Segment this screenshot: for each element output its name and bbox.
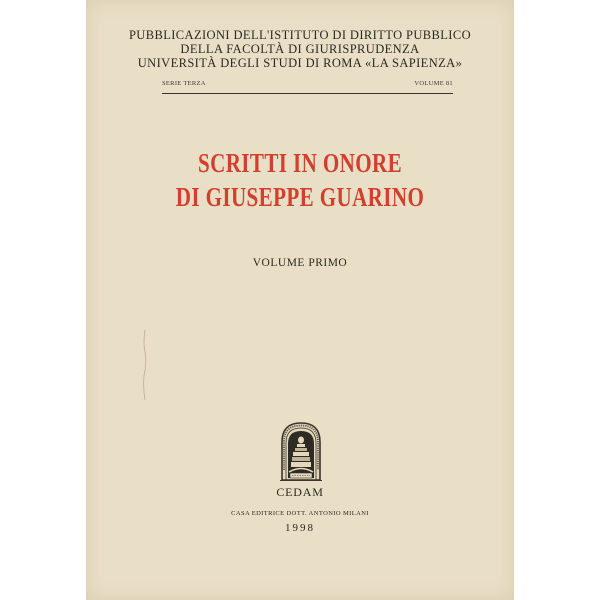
publication-year: 1998: [285, 522, 315, 534]
series-header-line-2: DELLA FACOLTÀ DI GIURISPRUDENZA: [180, 42, 420, 56]
book-title-line-1: SCRITTI IN ONORE: [197, 148, 403, 178]
volume-label: VOLUME PRIMO: [252, 257, 348, 269]
header-rule: [162, 93, 453, 94]
publisher-name: CASA EDITRICE DOTT. ANTONIO MILANI: [231, 510, 369, 517]
series-header-line-1: PUBBLICAZIONI DELL'ISTITUTO DI DIRITTO PUBBLICO: [128, 28, 472, 42]
book-title-line-2: DI GIUSEPPE GUARINO: [175, 182, 425, 212]
publisher-emblem-icon: [276, 420, 326, 482]
series-header-line-3: UNIVERSITÀ DEGLI STUDI DI ROMA «LA SAPIENZA»: [137, 56, 463, 70]
book-cover: [86, 0, 514, 600]
book-title: [133, 146, 467, 214]
series-header: [86, 28, 514, 70]
series-label: SERIE TERZA: [162, 80, 206, 87]
publisher-logo: CEDAM: [276, 485, 324, 499]
paper-crease-mark: [142, 330, 148, 400]
volume-number: VOLUME 81: [414, 80, 453, 87]
